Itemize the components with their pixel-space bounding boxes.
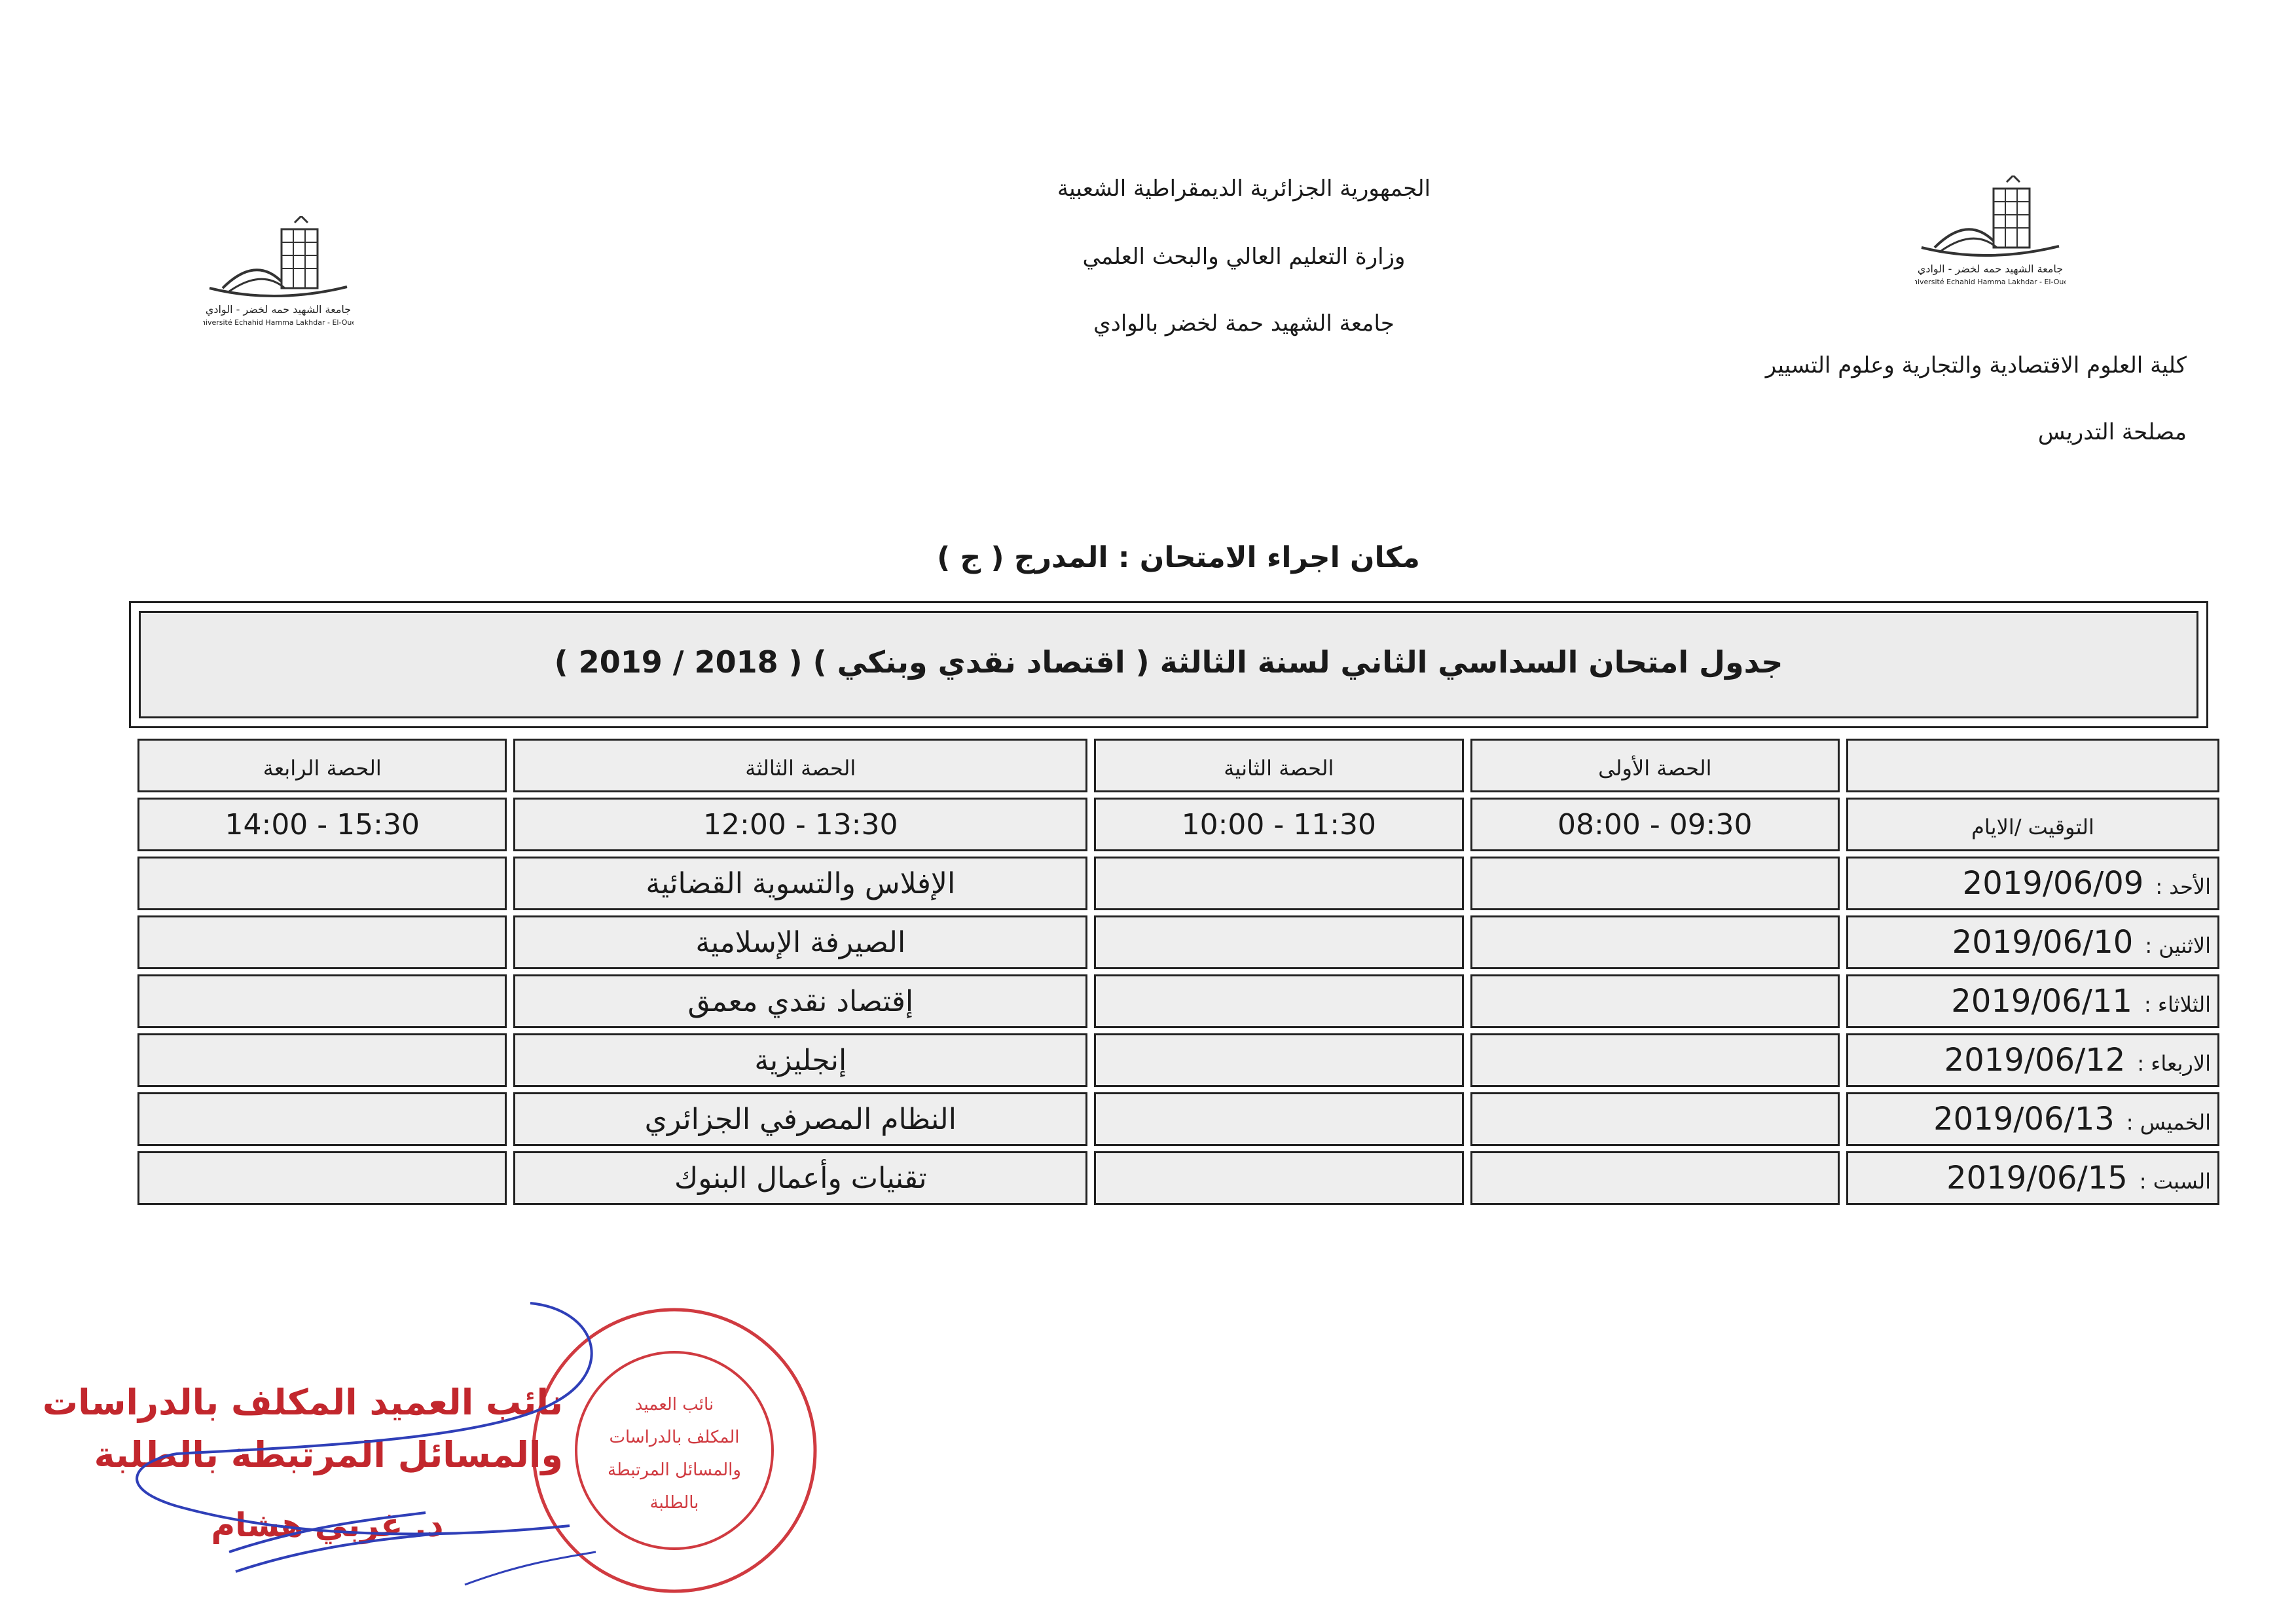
subject-name: النظام المصرفي الجزائري <box>644 1102 957 1136</box>
day-date: 2019/06/13 <box>1933 1101 2115 1137</box>
subject-name: إنجليزية <box>754 1043 847 1077</box>
slot-3-subject <box>513 915 1087 969</box>
session-4-label-text: الحصة الرابعة <box>263 755 382 781</box>
stamp-center-line-3: والمسائل المرتبطة <box>608 1460 741 1480</box>
stamp-center-line-4: بالطلبة <box>649 1493 699 1513</box>
title-line: جدول امتحان السداسي الثاني لسنة الثالثة ( اقتصاد نقدي وبنكي ) ( 2018 / 2019 ) <box>554 644 1783 680</box>
session-3-label-text: الحصة الثالثة <box>745 755 856 781</box>
logo-text-fr: Université Echahid Hamma Lakhdar - El-Oued <box>1915 278 2066 286</box>
department-name: مصلحة التدريس <box>2037 419 2187 445</box>
corner-header <box>1846 739 2219 792</box>
table-row-session-labels <box>137 739 2219 792</box>
exam-location: مكان اجراء الامتحان : المدرج ( ج ) <box>937 541 1420 574</box>
slot-4 <box>137 915 507 969</box>
session-3-label <box>513 739 1087 792</box>
slot-4 <box>137 1092 507 1146</box>
day-cell <box>1846 1151 2219 1205</box>
stamp-center-line-2: المكلف بالدراسات <box>609 1428 740 1447</box>
day-name: الأحد : <box>2155 874 2211 899</box>
day-date: 2019/06/15 <box>1946 1160 2128 1196</box>
slot-1 <box>1470 1151 1840 1205</box>
slot-1 <box>1470 1092 1840 1146</box>
exam-schedule-table <box>131 733 2226 1210</box>
day-cell <box>1846 1033 2219 1087</box>
session-2-time <box>1094 798 1463 851</box>
day-cell <box>1846 915 2219 969</box>
session-4-time <box>137 798 507 851</box>
slot-3-subject <box>513 857 1087 910</box>
republic-name: الجمهورية الجزائرية الديمقراطية الشعبية <box>1057 175 1431 202</box>
logo-text-ar: جامعة الشهيد حمه لخضر - الوادي <box>1917 263 2064 275</box>
day-date: 2019/06/10 <box>1952 924 2134 961</box>
table-row <box>137 974 2219 1028</box>
session-3-time-text: 12:00 - 13:30 <box>703 807 898 841</box>
slot-4 <box>137 1033 507 1087</box>
session-1-label <box>1470 739 1840 792</box>
session-2-label <box>1094 739 1463 792</box>
signature-title-line-1: نائب العميد المكلف بالدراسات <box>42 1382 563 1423</box>
session-2-time-text: 10:00 - 11:30 <box>1181 807 1377 841</box>
slot-1 <box>1470 857 1840 910</box>
table-row <box>137 1033 2219 1087</box>
slot-4 <box>137 974 507 1028</box>
day-date: 2019/06/11 <box>1951 983 2132 1020</box>
day-date: 2019/06/12 <box>1944 1042 2126 1079</box>
signature-title-line-2: والمسائل المرتبطة بالطلبة <box>94 1434 563 1475</box>
table-row <box>137 857 2219 910</box>
day-cell <box>1846 857 2219 910</box>
slot-3-subject <box>513 1092 1087 1146</box>
slot-3-subject <box>513 1033 1087 1087</box>
subject-name: إقتصاد نقدي معمق <box>687 984 914 1018</box>
session-4-time-text: 14:00 - 15:30 <box>225 807 420 841</box>
subject-name: تقنيات وأعمال البنوك <box>674 1161 927 1195</box>
handwritten-signature <box>42 1290 674 1604</box>
university-logo-right <box>1915 175 2066 287</box>
time-days-label <box>1846 798 2219 851</box>
session-1-label-text: الحصة الأولى <box>1598 755 1712 781</box>
logo-text-fr-2: Université Echahid Hamma Lakhdar - El-Oued <box>203 318 354 327</box>
slot-1 <box>1470 1033 1840 1087</box>
day-name: الاربعاء : <box>2137 1051 2211 1076</box>
title-box <box>139 611 2198 718</box>
signature-name: د. غربي هشام <box>211 1506 444 1544</box>
slot-2 <box>1094 857 1463 910</box>
table-row-times <box>137 798 2219 851</box>
session-2-label-text: الحصة الثانية <box>1224 755 1334 781</box>
subject-name: الصيرفة الإسلامية <box>695 925 906 959</box>
day-cell <box>1846 974 2219 1028</box>
logo-text-ar-2: جامعة الشهيد حمه لخضر - الوادي <box>205 303 352 316</box>
slot-2 <box>1094 1151 1463 1205</box>
subject-name: الإفلاس والتسوية القضائية <box>646 866 956 900</box>
faculty-name: كلية العلوم الاقتصادية والتجارية وعلوم التسيير <box>1765 352 2187 378</box>
session-1-time <box>1470 798 1840 851</box>
slot-2 <box>1094 915 1463 969</box>
ministry-name: وزارة التعليم العالي والبحث العلمي <box>1082 244 1406 270</box>
table-row <box>137 1151 2219 1205</box>
day-date: 2019/06/09 <box>1962 865 2144 902</box>
slot-1 <box>1470 974 1840 1028</box>
slot-3-subject <box>513 974 1087 1028</box>
day-name: السبت : <box>2139 1169 2211 1194</box>
slot-4 <box>137 1151 507 1205</box>
slot-2 <box>1094 1033 1463 1087</box>
slot-1 <box>1470 915 1840 969</box>
day-name: الاثنين : <box>2145 933 2211 958</box>
session-4-label <box>137 739 507 792</box>
table-row <box>137 1092 2219 1146</box>
slot-3-subject <box>513 1151 1087 1205</box>
time-days-label-text: التوقيت /الايام <box>1971 814 2094 840</box>
slot-4 <box>137 857 507 910</box>
stamp-center-line-1: نائب العميد <box>634 1395 714 1414</box>
session-1-time-text: 08:00 - 09:30 <box>1558 807 1753 841</box>
slot-2 <box>1094 974 1463 1028</box>
day-name: الثلاثاء : <box>2143 992 2211 1017</box>
table-row <box>137 915 2219 969</box>
day-cell <box>1846 1092 2219 1146</box>
title-frame <box>129 601 2208 728</box>
day-name: الخميس : <box>2126 1110 2211 1135</box>
session-3-time <box>513 798 1087 851</box>
university-logo-left <box>203 216 354 327</box>
slot-2 <box>1094 1092 1463 1146</box>
university-name: جامعة الشهيد حمة لخضر بالوادي <box>1093 310 1394 337</box>
